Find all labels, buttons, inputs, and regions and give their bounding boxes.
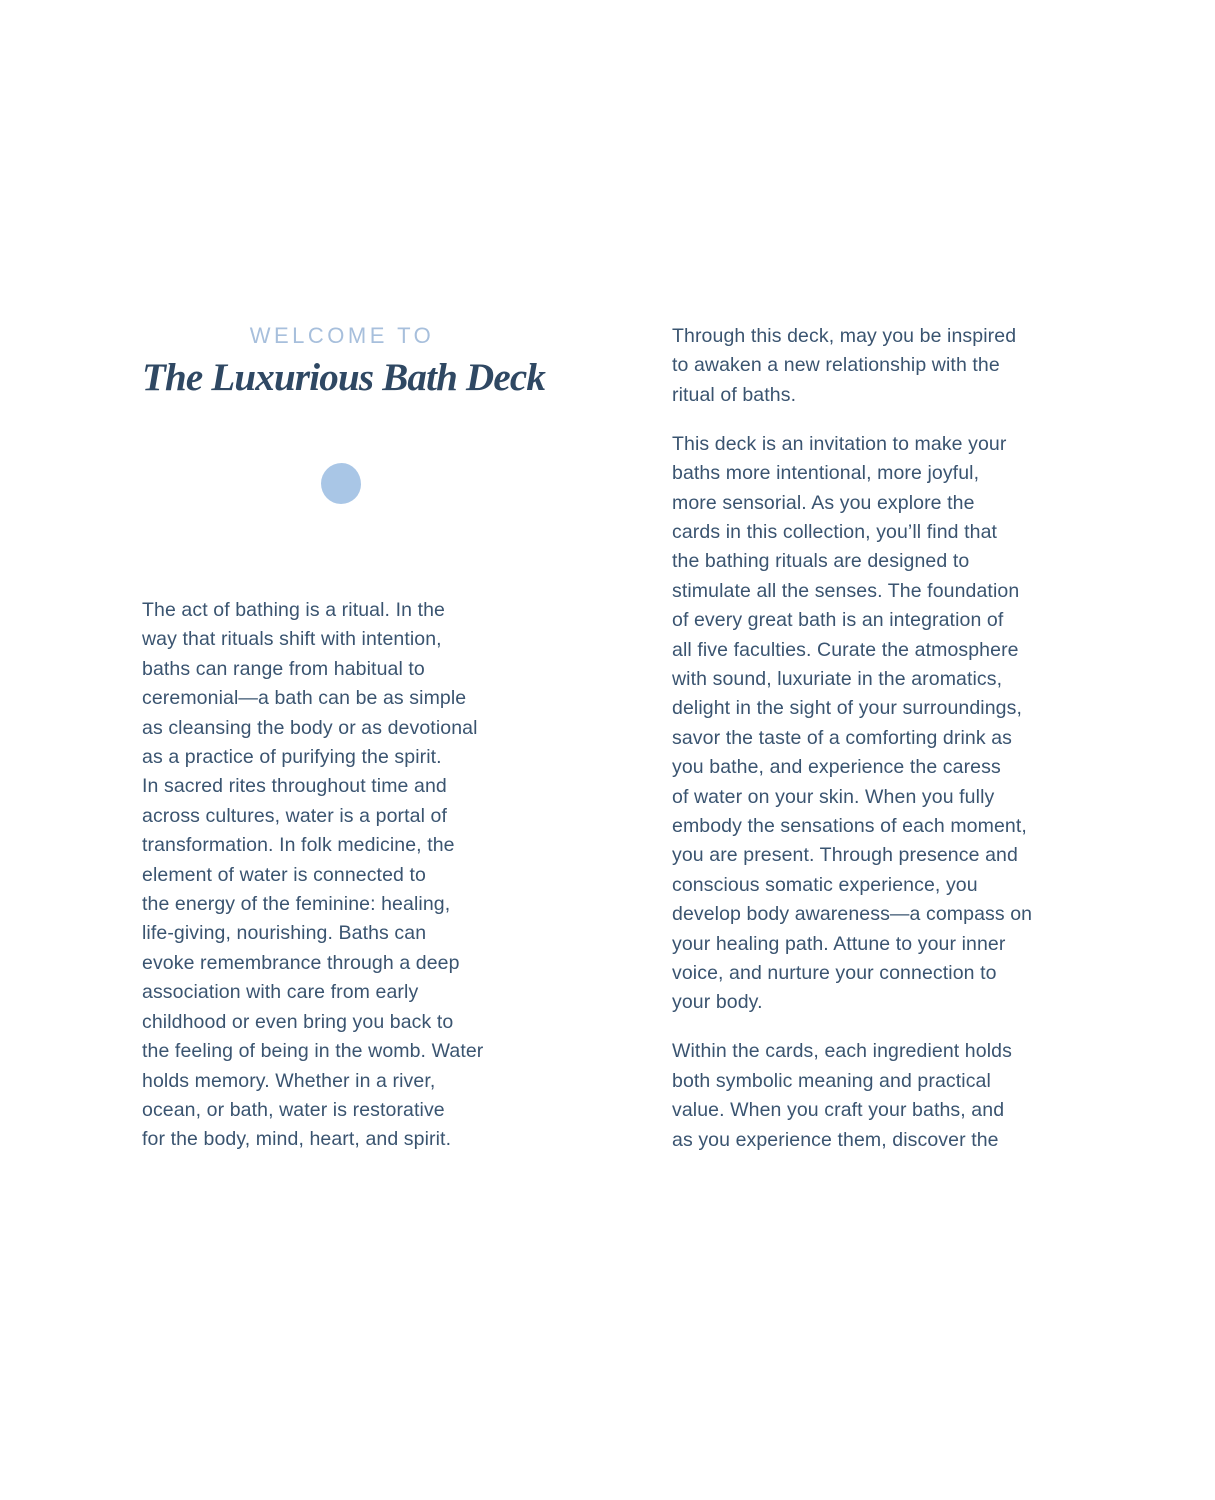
left-column <box>142 322 552 1151</box>
intro-paragraph <box>142 596 483 1155</box>
text-line: baths can range from habitual to <box>142 657 425 680</box>
text-line: ritual of baths. <box>672 383 797 406</box>
paragraph-inspiration <box>672 322 1082 410</box>
text-line: life-giving, nourishing. Baths can <box>142 922 427 945</box>
text-line: The act of bathing is a ritual. In the <box>142 599 445 621</box>
text-line: conscious somatic experience, you <box>672 873 978 896</box>
text-line: delight in the sight of your surroundings, <box>672 697 1022 720</box>
text-line: the feeling of being in the womb. Water <box>142 1040 484 1063</box>
text-line: value. When you craft your baths, and <box>672 1099 1005 1122</box>
text-line: ocean, or bath, water is restorative <box>142 1098 445 1121</box>
text-line: childhood or even bring you back to <box>142 1010 454 1033</box>
text-line: baths more intentional, more joyful, <box>672 462 980 485</box>
text-line: as you experience them, discover the <box>672 1128 999 1151</box>
text-line: of every great bath is an integration of <box>672 609 1004 632</box>
text-line: your body. <box>672 991 763 1014</box>
text-line: savor the taste of a comforting drink as <box>672 726 1012 749</box>
decorative-blue-dot <box>321 463 361 504</box>
text-line: the bathing rituals are designed to <box>672 550 970 573</box>
welcome-eyebrow: WELCOME TO <box>249 323 435 348</box>
text-line: the energy of the feminine: healing, <box>142 893 451 916</box>
text-line: association with care from early <box>142 981 419 1004</box>
text-line: you are present. Through presence and <box>672 844 1018 867</box>
right-column <box>672 322 1082 1174</box>
paragraph-ingredients <box>672 1037 1082 1155</box>
text-line: you bathe, and experience the caress <box>672 756 1001 779</box>
text-line: stimulate all the senses. The foundation <box>672 579 1020 602</box>
text-line: In sacred rites throughout time and <box>142 775 447 798</box>
text-line: element of water is connected to <box>142 863 426 886</box>
text-line: all five faculties. Curate the atmosphere <box>672 638 1019 661</box>
text-line: with sound, luxuriate in the aromatics, <box>672 667 1003 690</box>
deck-title: The Luxurious Bath Deck <box>142 356 546 399</box>
text-line: more sensorial. As you explore the <box>672 491 975 514</box>
text-line: for the body, mind, heart, and spirit. <box>142 1128 452 1151</box>
text-line: holds memory. Whether in a river, <box>142 1069 436 1092</box>
text-line: as cleansing the body or as devotional <box>142 716 478 739</box>
text-line: Within the cards, each ingredient holds <box>672 1040 1012 1063</box>
text-line: voice, and nurture your connection to <box>672 962 997 985</box>
text-line: transformation. In folk medicine, the <box>142 834 455 857</box>
text-line: ceremonial—a bath can be as simple <box>142 687 467 710</box>
paragraph-invitation <box>672 430 1082 1018</box>
text-line: of water on your skin. When you fully <box>672 785 995 808</box>
text-line: across cultures, water is a portal of <box>142 804 447 827</box>
text-line: embody the sensations of each moment, <box>672 815 1027 837</box>
text-line: both symbolic meaning and practical <box>672 1069 991 1092</box>
text-line: Through this deck, may you be inspired <box>672 325 1017 347</box>
text-line: cards in this collection, you’ll find that <box>672 520 998 543</box>
text-line: your healing path. Attune to your inner <box>672 932 1006 955</box>
text-line: evoke remembrance through a deep <box>142 951 460 974</box>
text-line: This deck is an invitation to make your <box>672 432 1007 455</box>
text-line: develop body awareness—a compass on <box>672 903 1033 926</box>
text-line: as a practice of purifying the spirit. <box>142 746 442 769</box>
text-line: way that rituals shift with intention, <box>142 628 442 651</box>
text-line: to awaken a new relationship with the <box>672 354 1000 377</box>
